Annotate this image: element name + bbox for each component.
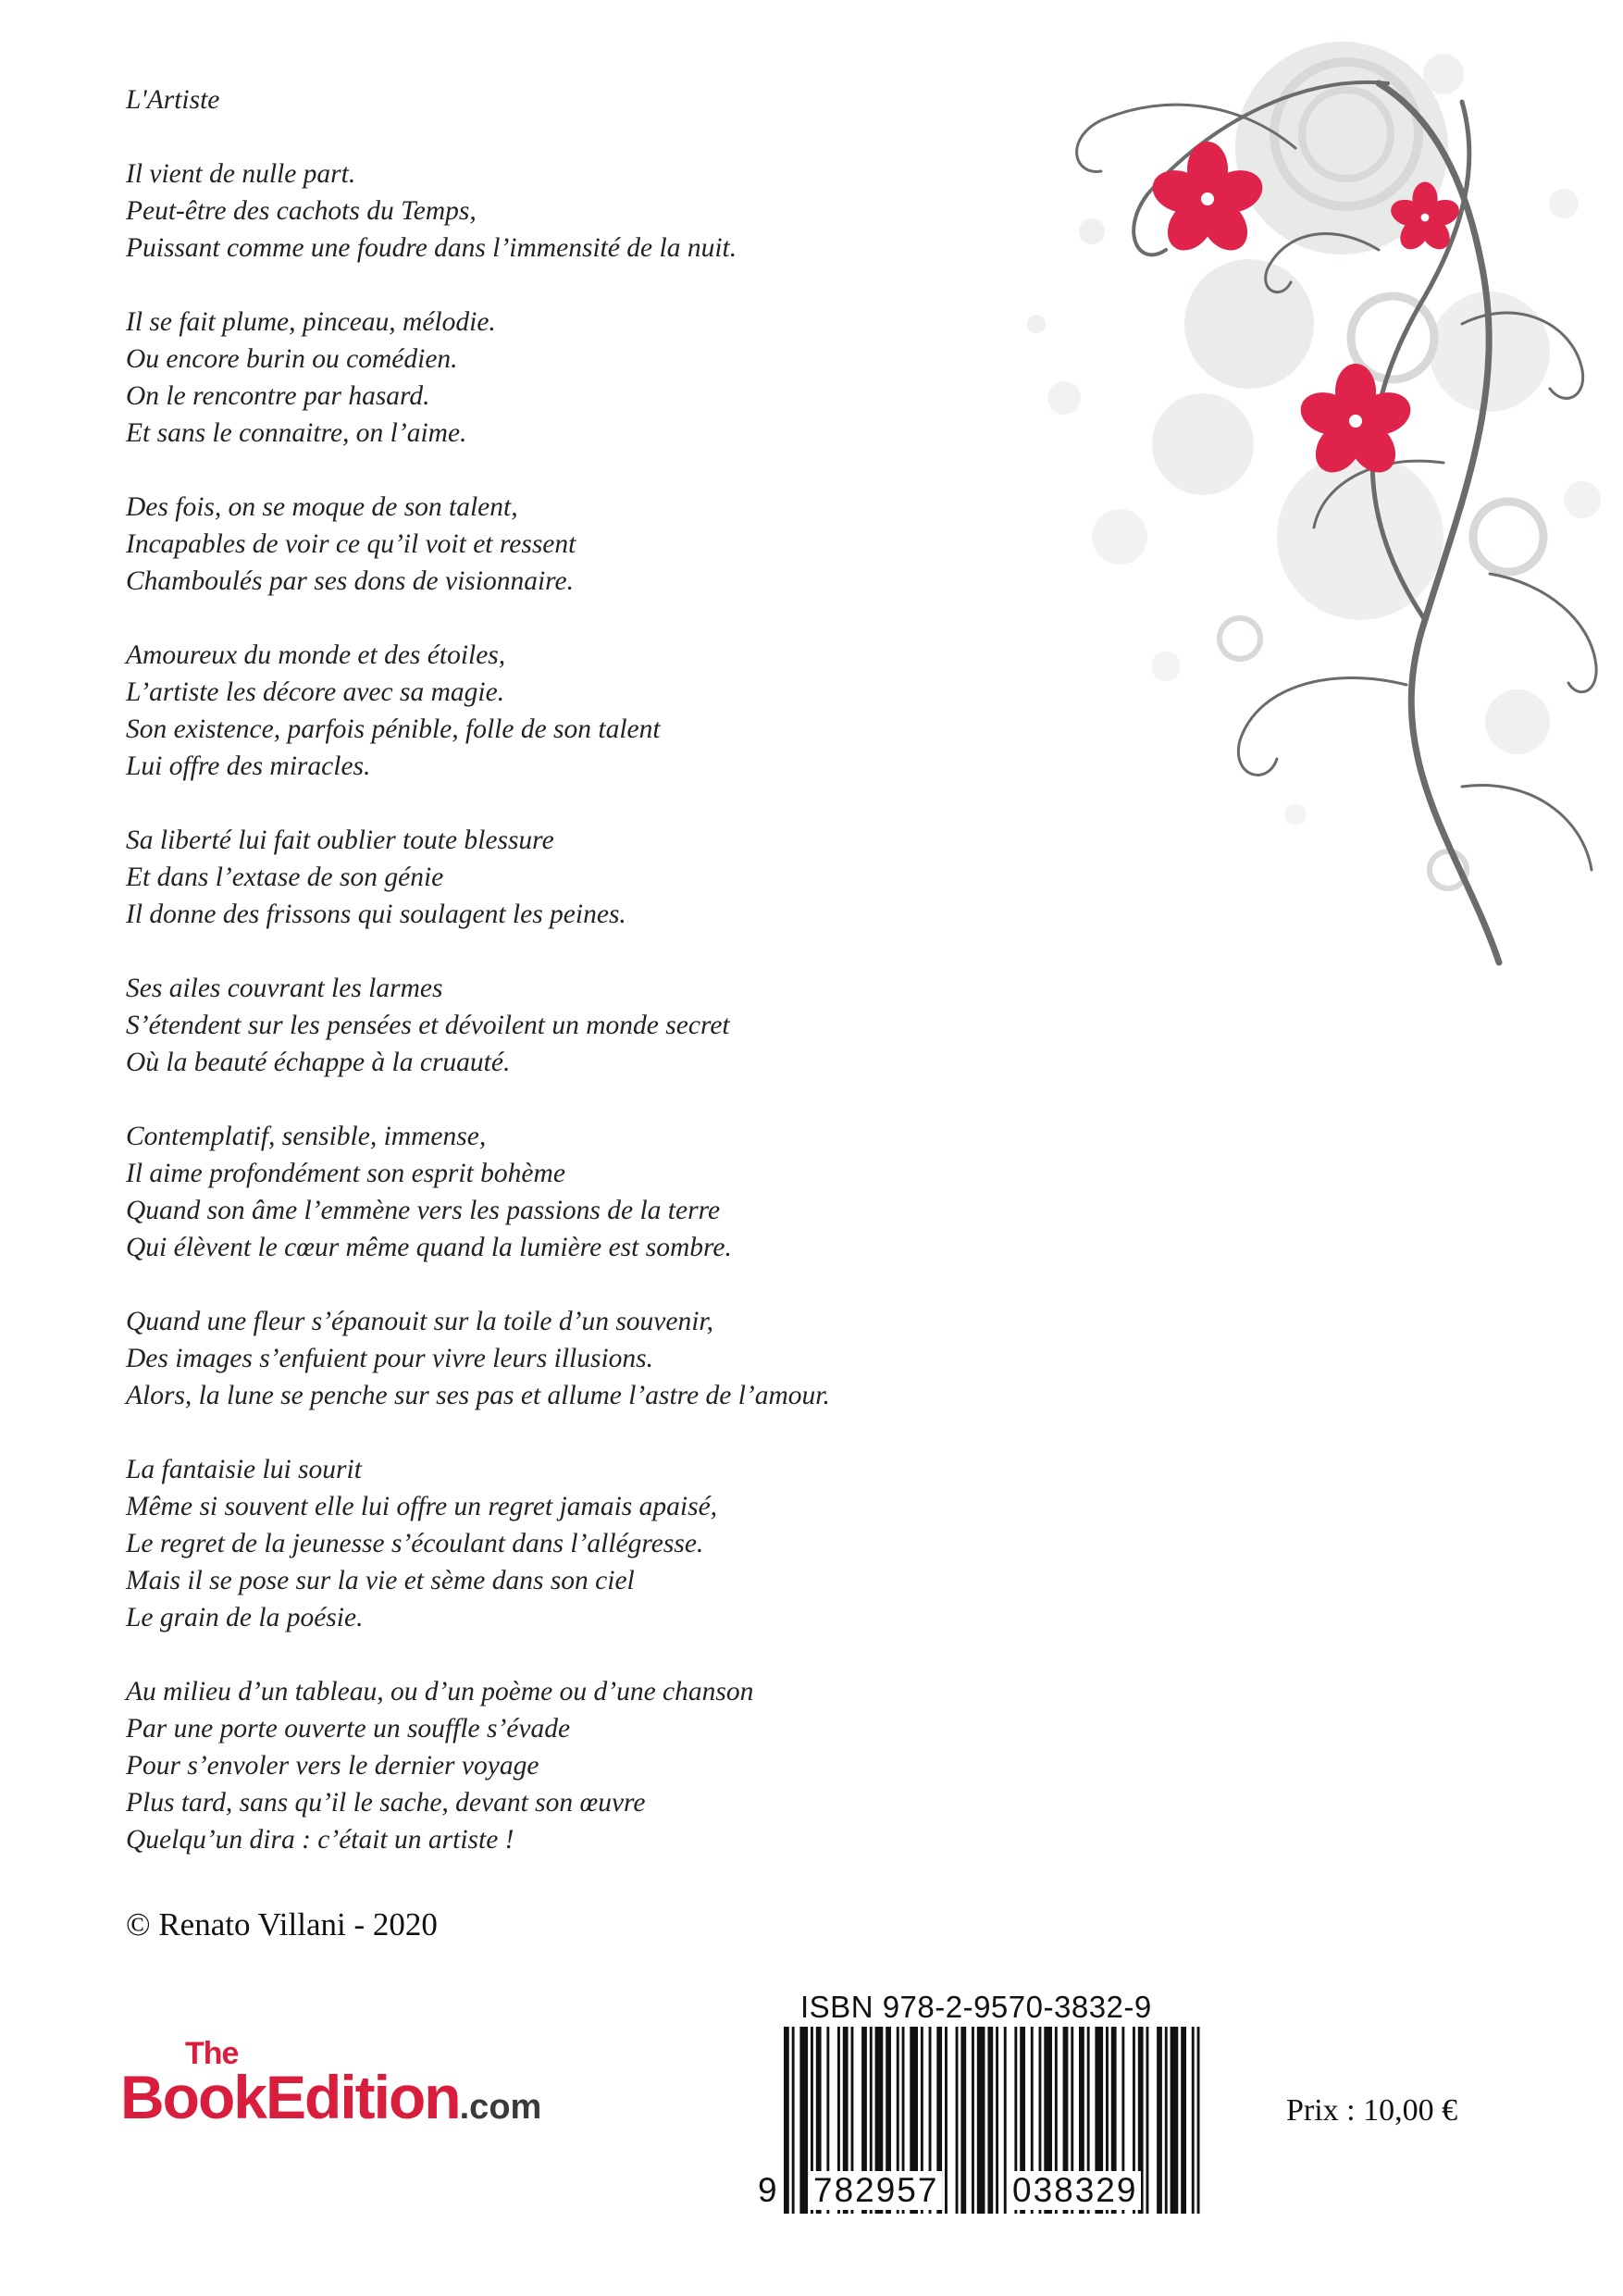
poem-line: Des images s’enfuient pour vivre leurs illusions. — [126, 1344, 653, 1373]
poem-line: Chamboulés par ses dons de visionnaire. — [126, 566, 574, 596]
barcode-digits-group2: 038329 — [1009, 2171, 1141, 2210]
logo-suffix: .com — [459, 2088, 542, 2127]
poem-line: Puissant comme une foudre dans l’immensité de la nuit. — [126, 233, 737, 263]
poem-line: Il donne des frissons qui soulagent les peines. — [126, 900, 626, 929]
poem-line: Mais il se pose sur la vie et sème dans son ciel — [126, 1566, 635, 1595]
poem — [126, 81, 1051, 1895]
poem-stanza — [126, 1303, 1051, 1414]
price-label: Prix : 10,00 € — [1286, 2093, 1458, 2128]
poem-line: Pour s’envoler vers le dernier voyage — [126, 1751, 539, 1781]
poem-line: Par une porte ouverte un souffle s’évade — [126, 1714, 571, 1744]
poem-line: Qui élèvent le cœur même quand la lumière est sombre. — [126, 1233, 732, 1262]
poem-line: Contemplatif, sensible, immense, — [126, 1122, 487, 1151]
poem-line: L’artiste les décore avec sa magie. — [126, 677, 505, 707]
poem-line: Et dans l’extase de son génie — [126, 863, 444, 892]
poem-line: Alors, la lune se penche sur ses pas et allume l’astre de l’amour. — [126, 1381, 830, 1410]
poem-line: Quand une fleur s’épanouit sur la toile d’un souvenir, — [126, 1307, 714, 1336]
poem-line: Des fois, on se moque de son talent, — [126, 492, 518, 522]
poem-stanza — [126, 1451, 1051, 1636]
barcode-digit-first: 9 — [754, 2171, 783, 2210]
poem-line: Le regret de la jeunesse s’écoulant dans l’allégresse. — [126, 1529, 704, 1558]
poem-line: Peut-être des cachots du Temps, — [126, 196, 477, 226]
poem-line: Même si souvent elle lui offre un regret jamais apaisé, — [126, 1492, 718, 1521]
copyright-notice: © Renato Villani - 2020 — [126, 1906, 438, 1942]
poem-line: Lui offre des miracles. — [126, 751, 371, 781]
poem-stanza — [126, 970, 1051, 1081]
poem-title: L'Artiste — [126, 85, 220, 115]
poem-body — [126, 155, 1051, 1858]
logo-the: The — [185, 2036, 239, 2071]
poem-line: Plus tard, sans qu’il le sache, devant son œuvre — [126, 1788, 646, 1818]
poem-stanza — [126, 822, 1051, 933]
poem-stanza — [126, 304, 1051, 452]
poem-stanza — [126, 1118, 1051, 1266]
poem-line: Incapables de voir ce qu’il voit et ressent — [126, 529, 576, 559]
poem-line: Il vient de nulle part. — [126, 159, 356, 189]
poem-line: Son existence, parfois pénible, folle de son talent — [126, 714, 661, 744]
poem-line: Et sans le connaitre, on l’aime. — [126, 418, 467, 448]
poem-line: Au milieu d’un tableau, ou d’un poème ou d’une chanson — [126, 1677, 754, 1706]
bookedition-logo — [120, 2036, 694, 2156]
barcode-digits-group1: 782957 — [810, 2171, 942, 2210]
poem-line: Ses ailes couvrant les larmes — [126, 974, 443, 1003]
poem-stanza — [126, 489, 1051, 600]
poem-line: Quand son âme l’emmène vers les passions de la terre — [126, 1196, 721, 1225]
poem-line: Le grain de la poésie. — [126, 1603, 364, 1632]
poem-line: Il aime profondément son esprit bohème — [126, 1159, 565, 1188]
floral-vine-illustration — [944, 19, 1623, 981]
poem-line: Il se fait plume, pinceau, mélodie. — [126, 307, 496, 337]
poem-line: On le rencontre par hasard. — [126, 381, 430, 411]
poem-line: S’étendent sur les pensées et dévoilent un monde secret — [126, 1011, 730, 1040]
isbn-label: ISBN 978-2-9570-3832-9 — [800, 1990, 1152, 2024]
poem-line: Amoureux du monde et des étoiles, — [126, 640, 506, 670]
isbn-barcode-block — [754, 1990, 1208, 2249]
poem-line: Où la beauté échappe à la cruauté. — [126, 1048, 511, 1077]
logo-main: BookEdition — [120, 2063, 460, 2131]
poem-stanza — [126, 637, 1051, 785]
poem-line: Quelqu’un dira : c’était un artiste ! — [126, 1825, 514, 1855]
poem-stanza — [126, 155, 1051, 267]
logo-wordmark — [120, 2062, 541, 2132]
poem-line: Sa liberté lui fait oublier toute blessure — [126, 825, 554, 855]
poem-line: Ou encore burin ou comédien. — [126, 344, 458, 374]
poem-line: La fantaisie lui sourit — [126, 1455, 362, 1484]
poem-stanza — [126, 1673, 1051, 1858]
